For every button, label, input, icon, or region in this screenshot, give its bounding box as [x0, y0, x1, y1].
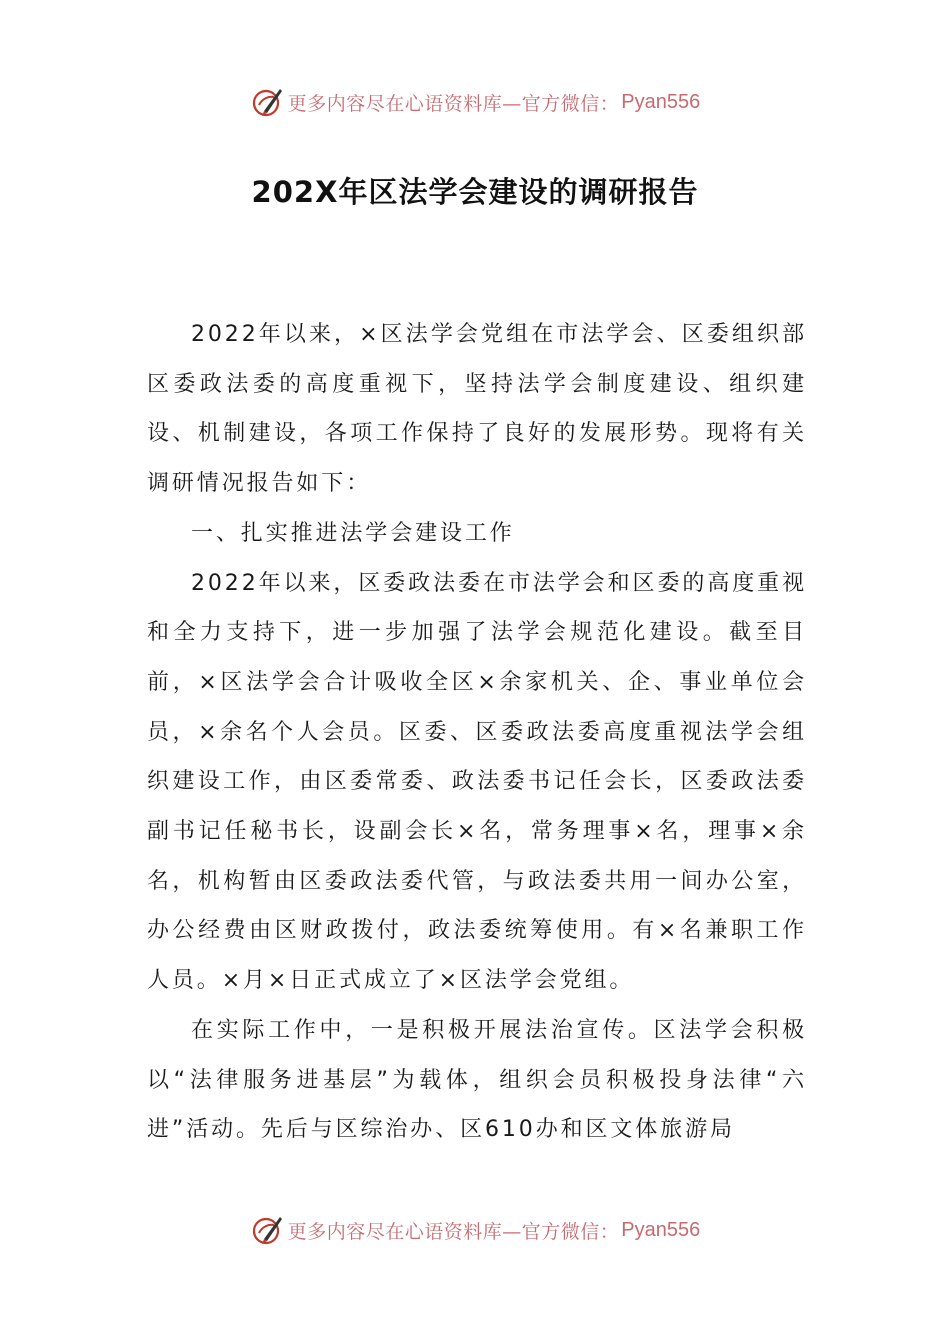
watermark-text: 更多内容尽在心语资料库—官方微信： [287, 1220, 620, 1243]
watermark-footer [0, 1210, 950, 1250]
paragraph: 2022年以来，区委政法委在市法学会和区委的高度重视和全力支持下，进一步加强了法学会规范化建设。截至目前，×区法学会合计吸收全区×余家机关、企、事业单位会员，×余名个人会员。区委、区委政法委高度重视法学会组织建设工作，由区委常委、政法委书记任会长，区委政法委副书记任秘书长，设副会长×名，常务理事×名，理事×余名，机构暂由区委政法委代管，与政法委共用一间办公室，办公经费由区财政拨付，政法委统筹使用。有×名兼职工作人员。×月×日正式成立了×区法学会党组。 [147, 570, 807, 994]
section-heading: 一、扎实推进法学会建设工作 [191, 520, 515, 546]
pen-logo-icon [250, 1213, 284, 1247]
pen-logo-icon [250, 85, 284, 119]
watermark-wechat-id: Pyan556 [621, 90, 701, 113]
paragraph: 2022年以来，×区法学会党组在市法学会、区委组织部区委政法委的高度重视下，坚持法学会制度建设、组织建设、机制建设，各项工作保持了良好的发展形势。现将有关调研情况报告如下： [147, 322, 807, 497]
watermark-wechat-id: Pyan556 [621, 1218, 701, 1241]
watermark-text: 更多内容尽在心语资料库—官方微信： [287, 92, 620, 115]
paragraph: 在实际工作中，一是积极开展法治宣传。区法学会积极以“法律服务进基层”为载体，组织会员积极投身法律“六进”活动。先后与区综治办、区610办和区文体旅游局 [147, 1017, 807, 1143]
document-body [147, 310, 807, 1155]
document-title: 202X年区法学会建设的调研报告 [251, 175, 699, 209]
watermark-header [0, 82, 950, 122]
